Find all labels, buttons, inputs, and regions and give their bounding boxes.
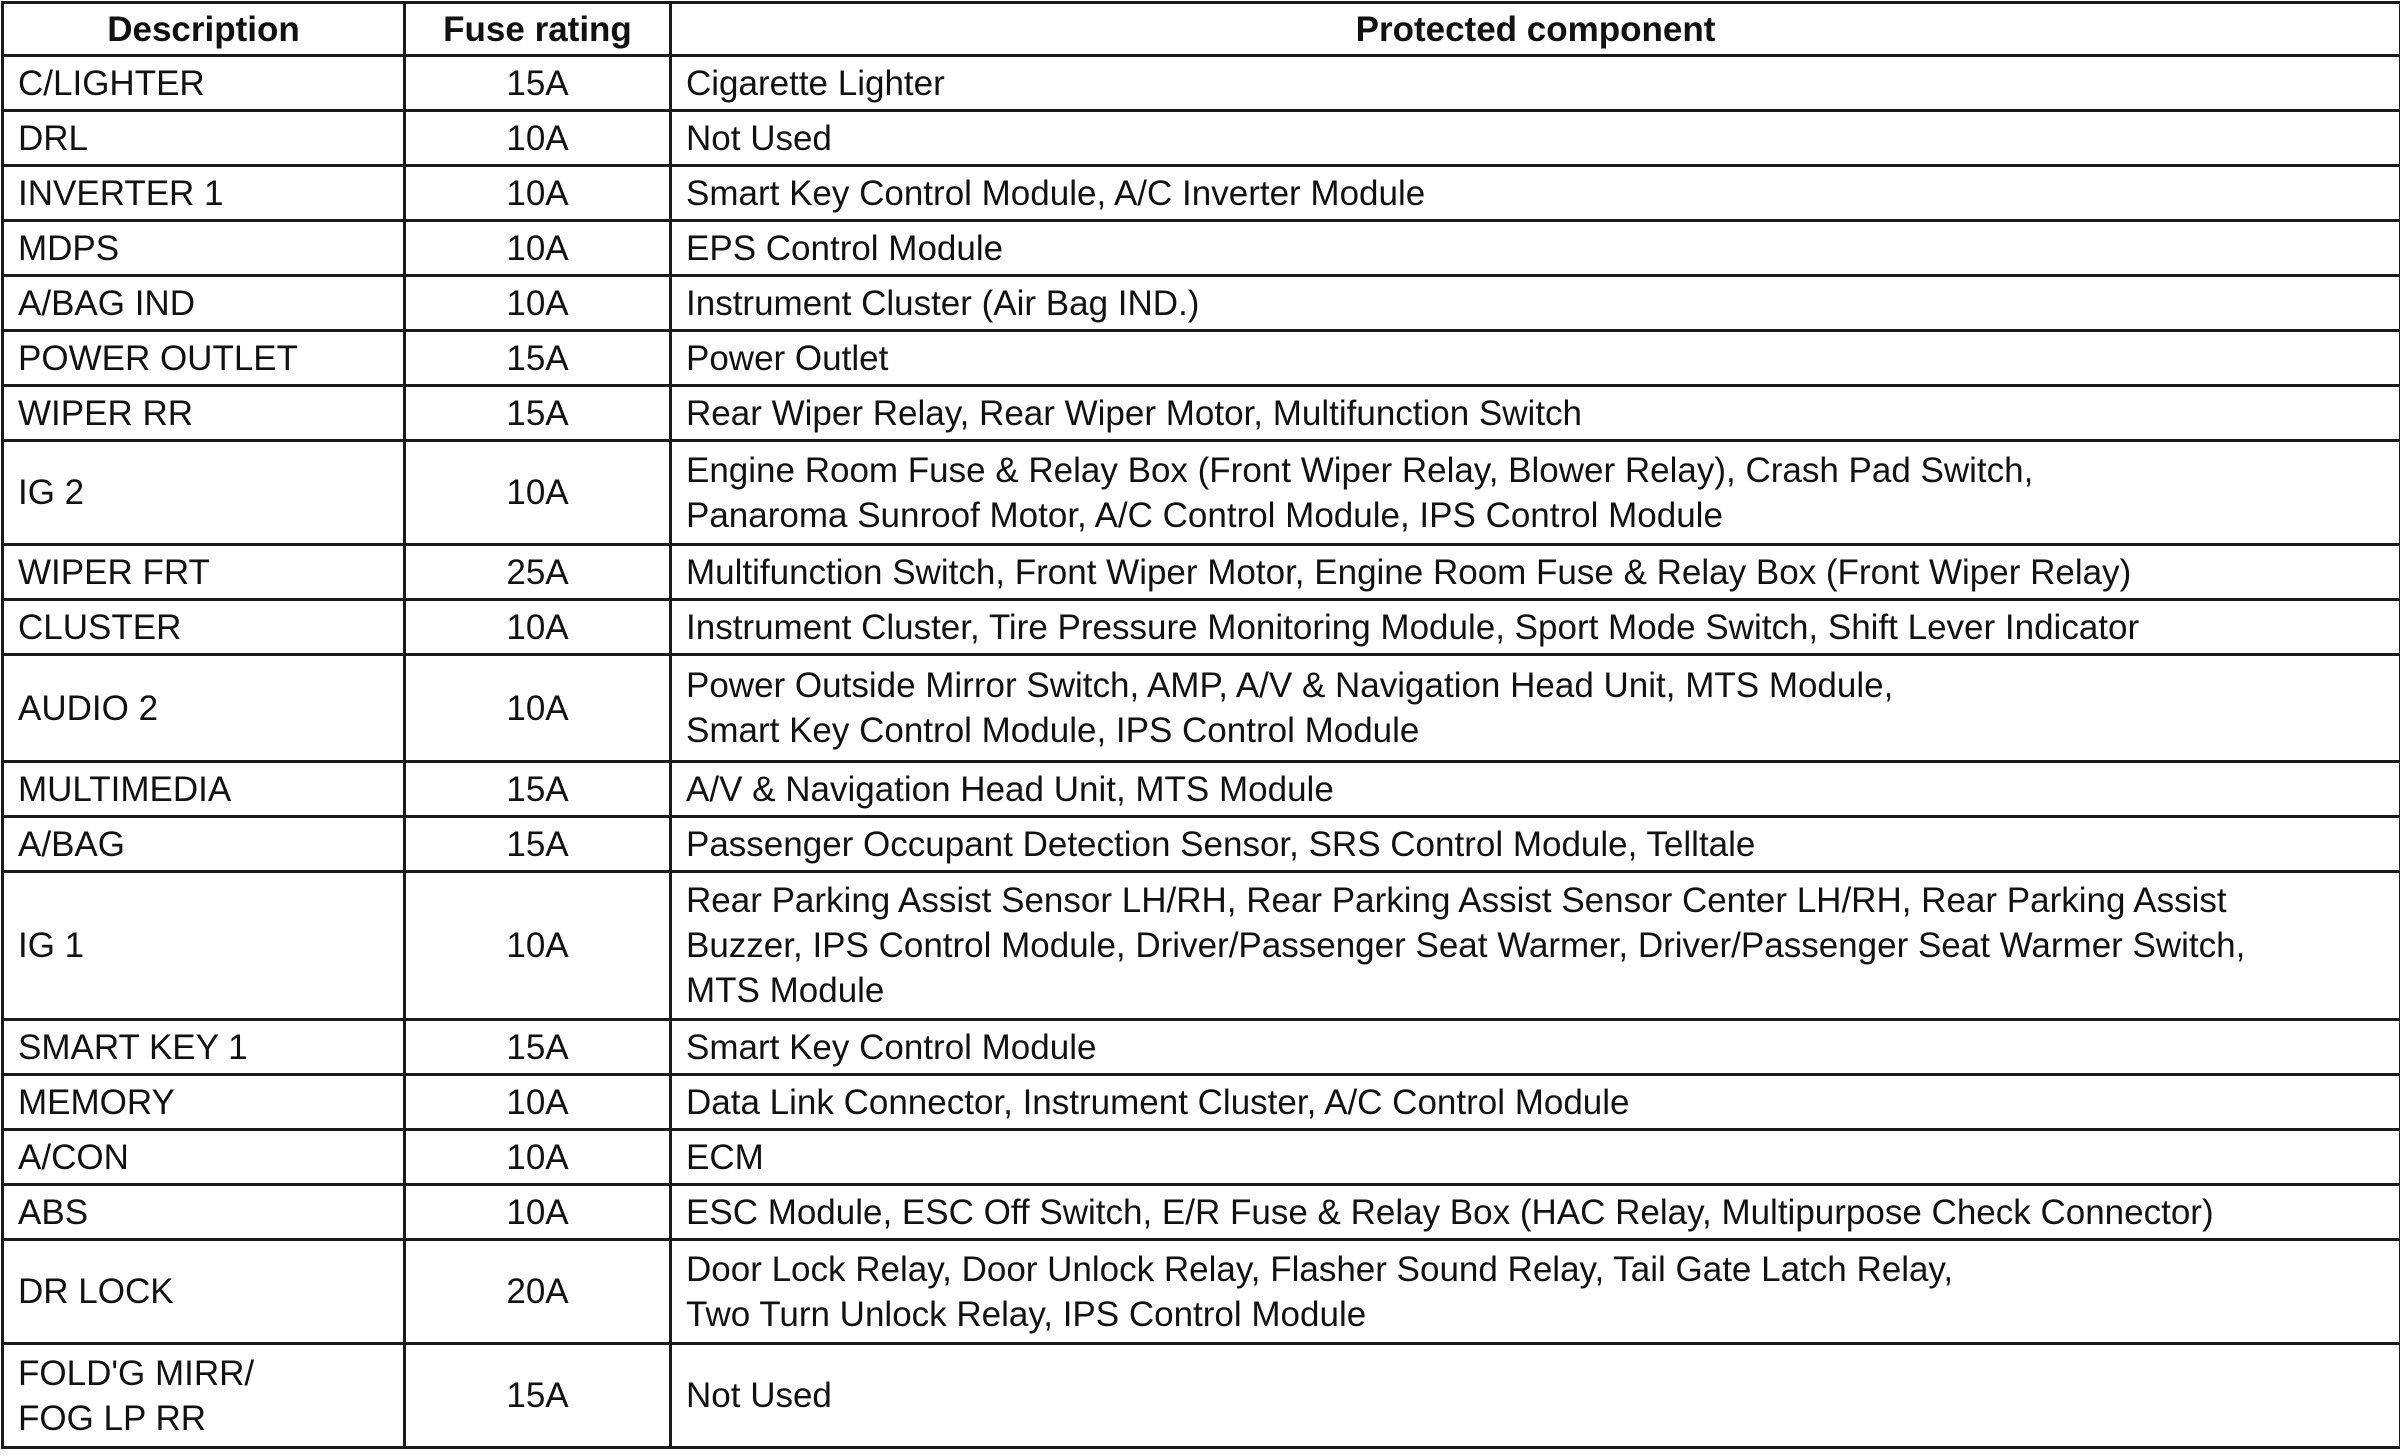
fuse-description-cell xyxy=(3,221,405,276)
fuse-description-cell xyxy=(3,386,405,441)
protected-component-cell xyxy=(671,111,2400,166)
fuse-description-text: IG 2 xyxy=(18,473,85,512)
protected-component-cell xyxy=(671,276,2400,331)
protected-component-text: A/V & Navigation Head Unit, MTS Module xyxy=(686,769,1334,809)
protected-component-cell xyxy=(671,1344,2400,1448)
fuse-description-cell xyxy=(3,1075,405,1130)
protected-component-text: Passenger Occupant Detection Sensor, SRS Control Module, Telltale xyxy=(686,824,1756,864)
fuse-rating-cell: 10A xyxy=(405,276,671,331)
table-row xyxy=(3,872,2400,1020)
fuse-table-body xyxy=(3,56,2400,1448)
fuse-description-text: DR LOCK xyxy=(18,1272,174,1311)
protected-component-cell xyxy=(671,331,2400,386)
fuse-rating-cell: 20A xyxy=(405,1240,671,1344)
protected-component-text: Smart Key Control Module, IPS Control Module xyxy=(686,711,1420,750)
protected-component-cell xyxy=(671,1075,2400,1130)
fuse-rating-cell: 10A xyxy=(405,600,671,655)
fuse-description-cell xyxy=(3,331,405,386)
protected-component-text: ESC Module, ESC Off Switch, E/R Fuse & Relay Box (HAC Relay, Multipurpose Check Connector) xyxy=(686,1192,2214,1232)
fuse-description-cell xyxy=(3,872,405,1020)
fuse-description-text: WIPER FRT xyxy=(18,552,210,592)
protected-component-text: Rear Wiper Relay, Rear Wiper Motor, Multifunction Switch xyxy=(686,393,1583,433)
fuse-table xyxy=(1,1,2400,1449)
fuse-rating-cell: 15A xyxy=(405,331,671,386)
protected-component-cell xyxy=(671,166,2400,221)
table-row xyxy=(3,56,2400,111)
fuse-rating-cell: 10A xyxy=(405,1185,671,1240)
table-row xyxy=(3,221,2400,276)
fuse-rating-cell: 15A xyxy=(405,1020,671,1075)
fuse-rating-cell: 10A xyxy=(405,441,671,545)
protected-component-cell xyxy=(671,545,2400,600)
fuse-description-text: CLUSTER xyxy=(18,607,182,647)
fuse-rating-cell: 15A xyxy=(405,762,671,817)
fuse-rating-cell: 10A xyxy=(405,166,671,221)
fuse-description-cell xyxy=(3,655,405,762)
protected-component-cell xyxy=(671,1240,2400,1344)
protected-component-text: Smart Key Control Module, A/C Inverter Module xyxy=(686,173,1426,213)
protected-component-text: Rear Parking Assist Sensor LH/RH, Rear Parking Assist Sensor Center LH/RH, Rear Parking Assist xyxy=(686,881,2227,920)
fuse-description-text: MDPS xyxy=(18,228,120,268)
table-row xyxy=(3,276,2400,331)
protected-component-cell xyxy=(671,762,2400,817)
table-row xyxy=(3,1185,2400,1240)
protected-component-text: MTS Module xyxy=(686,971,885,1010)
table-row xyxy=(3,1075,2400,1130)
protected-component-text: Buzzer, IPS Control Module, Driver/Passenger Seat Warmer, Driver/Passenger Seat Warmer Switch, xyxy=(686,926,2246,965)
fuse-description-cell xyxy=(3,1185,405,1240)
fuse-description-text: IG 1 xyxy=(18,926,85,965)
table-row xyxy=(3,600,2400,655)
protected-component-text: EPS Control Module xyxy=(686,228,1004,268)
fuse-description-cell xyxy=(3,545,405,600)
table-row xyxy=(3,111,2400,166)
table-row xyxy=(3,655,2400,762)
fuse-description-cell xyxy=(3,1344,405,1448)
protected-component-cell xyxy=(671,817,2400,872)
protected-component-cell xyxy=(671,441,2400,545)
fuse-rating-cell: 10A xyxy=(405,655,671,762)
fuse-description-cell xyxy=(3,441,405,545)
protected-component-cell xyxy=(671,386,2400,441)
protected-component-text: Not Used xyxy=(686,1376,832,1415)
protected-component-text: Power Outlet xyxy=(686,338,889,378)
protected-component-text: ECM xyxy=(686,1137,764,1177)
fuse-description-text: A/CON xyxy=(18,1137,129,1177)
fuse-description-text: FOLD'G MIRR/ xyxy=(18,1353,255,1393)
header-fuse-rating: Fuse rating xyxy=(405,3,671,56)
fuse-description-text: MULTIMEDIA xyxy=(18,769,232,809)
table-row xyxy=(3,1344,2400,1448)
protected-component-text: Engine Room Fuse & Relay Box (Front Wiper Relay, Blower Relay), Crash Pad Switch, xyxy=(686,450,2034,490)
fuse-description-text: WIPER RR xyxy=(18,393,193,433)
fuse-rating-cell: 15A xyxy=(405,817,671,872)
table-row xyxy=(3,386,2400,441)
protected-component-text: Multifunction Switch, Front Wiper Motor, Engine Room Fuse & Relay Box (Front Wiper Relay) xyxy=(686,552,2132,592)
fuse-rating-cell: 10A xyxy=(405,872,671,1020)
fuse-description-text: POWER OUTLET xyxy=(18,338,299,378)
fuse-description-cell xyxy=(3,762,405,817)
fuse-description-text: A/BAG xyxy=(18,824,125,864)
fuse-description-text: SMART KEY 1 xyxy=(18,1027,248,1067)
table-row xyxy=(3,545,2400,600)
protected-component-text: Two Turn Unlock Relay, IPS Control Module xyxy=(686,1294,1367,1334)
protected-component-cell xyxy=(671,655,2400,762)
protected-component-cell xyxy=(671,872,2400,1020)
fuse-rating-cell: 25A xyxy=(405,545,671,600)
table-row xyxy=(3,331,2400,386)
protected-component-cell xyxy=(671,1020,2400,1075)
table-row xyxy=(3,762,2400,817)
fuse-description-text: ABS xyxy=(18,1192,89,1232)
protected-component-text: Cigarette Lighter xyxy=(686,63,945,103)
fuse-description-cell xyxy=(3,276,405,331)
protected-component-text: Panaroma Sunroof Motor, A/C Control Module, IPS Control Module xyxy=(686,495,1723,535)
fuse-description-cell xyxy=(3,56,405,111)
table-row xyxy=(3,1240,2400,1344)
protected-component-text: Data Link Connector, Instrument Cluster, A/C Control Module xyxy=(686,1082,1630,1122)
fuse-rating-cell: 15A xyxy=(405,386,671,441)
table-row xyxy=(3,1020,2400,1075)
header-row xyxy=(3,3,2400,56)
table-row xyxy=(3,1130,2400,1185)
fuse-description-text: DRL xyxy=(18,118,89,158)
fuse-rating-cell: 10A xyxy=(405,111,671,166)
fuse-description-text: MEMORY xyxy=(18,1082,175,1122)
fuse-description-text: AUDIO 2 xyxy=(18,688,159,728)
fuse-rating-cell: 10A xyxy=(405,221,671,276)
protected-component-text: Smart Key Control Module xyxy=(686,1027,1097,1067)
fuse-rating-cell: 15A xyxy=(405,1344,671,1448)
protected-component-cell xyxy=(671,1185,2400,1240)
fuse-description-text: C/LIGHTER xyxy=(18,63,205,103)
fuse-description-text: A/BAG IND xyxy=(18,283,195,323)
protected-component-text: Power Outside Mirror Switch, AMP, A/V & Navigation Head Unit, MTS Module, xyxy=(686,666,1894,705)
protected-component-cell xyxy=(671,1130,2400,1185)
protected-component-text: Door Lock Relay, Door Unlock Relay, Flasher Sound Relay, Tail Gate Latch Relay, xyxy=(686,1249,1954,1289)
fuse-description-cell xyxy=(3,1020,405,1075)
table-row xyxy=(3,166,2400,221)
fuse-description-cell xyxy=(3,600,405,655)
fuse-rating-cell: 15A xyxy=(405,56,671,111)
fuse-description-cell xyxy=(3,1130,405,1185)
protected-component-text: Not Used xyxy=(686,118,832,158)
table-row xyxy=(3,441,2400,545)
header-protected-component: Protected component xyxy=(671,3,2400,56)
protected-component-cell xyxy=(671,221,2400,276)
protected-component-cell xyxy=(671,600,2400,655)
fuse-description-cell xyxy=(3,817,405,872)
fuse-description-text: FOG LP RR xyxy=(18,1398,207,1438)
fuse-description-cell xyxy=(3,1240,405,1344)
fuse-rating-cell: 10A xyxy=(405,1075,671,1130)
fuse-rating-cell: 10A xyxy=(405,1130,671,1185)
fuse-description-text: INVERTER 1 xyxy=(18,173,224,213)
protected-component-text: Instrument Cluster, Tire Pressure Monitoring Module, Sport Mode Switch, Shift Lever Indicator xyxy=(686,607,2140,647)
fuse-description-cell xyxy=(3,111,405,166)
fuse-description-cell xyxy=(3,166,405,221)
protected-component-cell xyxy=(671,56,2400,111)
header-description: Description xyxy=(3,3,405,56)
table-row xyxy=(3,817,2400,872)
protected-component-text: Instrument Cluster (Air Bag IND.) xyxy=(686,283,1200,323)
